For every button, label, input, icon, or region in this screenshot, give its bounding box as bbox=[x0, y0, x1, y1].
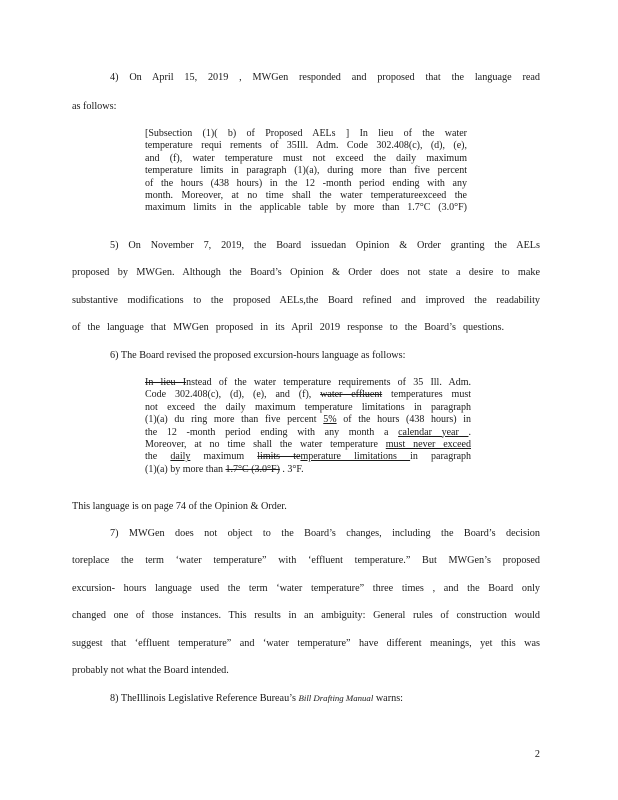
quote-2-line bbox=[145, 451, 471, 463]
quote-1-line: and (f), water temperature must not exceed the daily maximum bbox=[145, 152, 467, 164]
quote-text: of the hours (438 hours) in bbox=[336, 414, 471, 426]
deleted-text: limits te bbox=[257, 451, 301, 463]
paragraph-7-line-1: 7) MWGen does not object to the Board’s changes, including the Board’s decision bbox=[110, 528, 540, 539]
paragraph-5-line-3: substantive modifications to the proposed AELs,the Board refined and improved the readability bbox=[72, 295, 540, 306]
paragraph-5-line-4: of the language that MWGen proposed in its April 2019 response to the Board’s questions. bbox=[72, 322, 504, 333]
quote-1-line: maximum limits in the applicable table by more than 1.7°C (3.0°F) bbox=[145, 202, 467, 214]
quote-1-line: temperature limits in paragraph (1)(a), during more than five percent bbox=[145, 165, 467, 177]
quote-2-line bbox=[145, 427, 471, 439]
deleted-text: 1.7°C (3.0°F) bbox=[225, 463, 280, 475]
inserted-text: 5% bbox=[323, 414, 337, 426]
inserted-text: must never exceed bbox=[385, 438, 471, 450]
quote-2-line bbox=[145, 464, 471, 476]
quote-text: (1)(a) by more than bbox=[145, 463, 226, 475]
quote-1-line: temperature requi rements of 35Ill. Adm. Code 302.408(c), (d), (e), bbox=[145, 140, 467, 152]
quote-1-line: of the hours (438 hours) in the 12 -month period ending with any bbox=[145, 177, 467, 189]
paragraph-6-after: This language is on page 74 of the Opinion & Order. bbox=[72, 501, 287, 512]
quote-text: nstead of the water temperature requirements of 35 Ill. Adm. bbox=[186, 377, 472, 388]
quote-1-line: [Subsection (1)( b) of Proposed AELs ] In lieu of the water bbox=[145, 128, 467, 139]
paragraph-4-line-1: 4) On April 15, 2019 , MWGen responded and proposed that the language read bbox=[110, 72, 540, 83]
quote-text: Code 302.408(c), (d), (e), and (f), bbox=[145, 389, 321, 401]
quote-text: (1)(a) du ring more than five percent bbox=[145, 414, 324, 426]
paragraph-8-text: warns: bbox=[373, 693, 403, 704]
deleted-text: In lieu I bbox=[145, 377, 187, 388]
quote-text: the bbox=[145, 451, 171, 463]
quote-2-line bbox=[145, 439, 471, 451]
quote-1-line: month. Moreover, at no time shall the water temperatureexceed the bbox=[145, 189, 467, 201]
quote-text: . bbox=[468, 426, 471, 438]
block-quote-1 bbox=[145, 128, 467, 215]
manual-title: Bill Drafting Manual bbox=[298, 693, 374, 703]
paragraph-7-line-2: toreplace the term ‘water temperature” with ‘effluent temperature.” But MWGen’s proposed bbox=[72, 555, 540, 566]
quote-2-line bbox=[145, 389, 471, 401]
paragraph-6-intro: 6) The Board revised the proposed excursion-hours language as follows: bbox=[110, 350, 406, 361]
inserted-text: mperature limitations bbox=[300, 451, 411, 463]
quote-text: temperatures must bbox=[382, 389, 471, 401]
quote-text: the 12 -month period ending with any month a bbox=[145, 426, 399, 438]
quote-text: in paragraph bbox=[410, 451, 472, 463]
quote-2-line bbox=[145, 414, 471, 426]
quote-text: . 3°F. bbox=[279, 463, 304, 475]
paragraph-5-line-2: proposed by MWGen. Although the Board’s Opinion & Order does not state a desire to make bbox=[72, 267, 540, 278]
deleted-text: water effluent bbox=[320, 389, 383, 401]
block-quote-2 bbox=[145, 377, 471, 476]
paragraph-5-line-1: 5) On November 7, 2019, the Board issuedan Opinion & Order granting the AELs bbox=[110, 240, 540, 251]
quote-2-line bbox=[145, 377, 471, 389]
quote-text: Moreover, at no time shall the water temperature bbox=[145, 438, 386, 450]
page-number: 2 bbox=[534, 749, 540, 760]
paragraph-8-text: 8) TheIllinois Legislative Reference Bureau’s bbox=[110, 693, 299, 704]
paragraph-7-line-5: suggest that ‘effluent temperature” and ‘water temperature” have different meanings, yet this was bbox=[72, 638, 540, 649]
quote-text: maximum bbox=[190, 451, 258, 463]
quote-2-line: not exceed the daily maximum temperature limitations in paragraph bbox=[145, 401, 471, 413]
paragraph-7-line-6: probably not what the Board intended. bbox=[72, 665, 229, 676]
inserted-text: calendar year bbox=[398, 426, 469, 438]
paragraph-8 bbox=[110, 693, 403, 704]
paragraph-4-line-2: as follows: bbox=[72, 101, 117, 112]
paragraph-7-line-3: excursion- hours language used the term ‘water temperature” three times , and the Board only bbox=[72, 583, 540, 594]
inserted-text: daily bbox=[170, 451, 191, 463]
paragraph-7-line-4: changed one of those instances. This results in an ambiguity: General rules of construction would bbox=[72, 610, 540, 621]
